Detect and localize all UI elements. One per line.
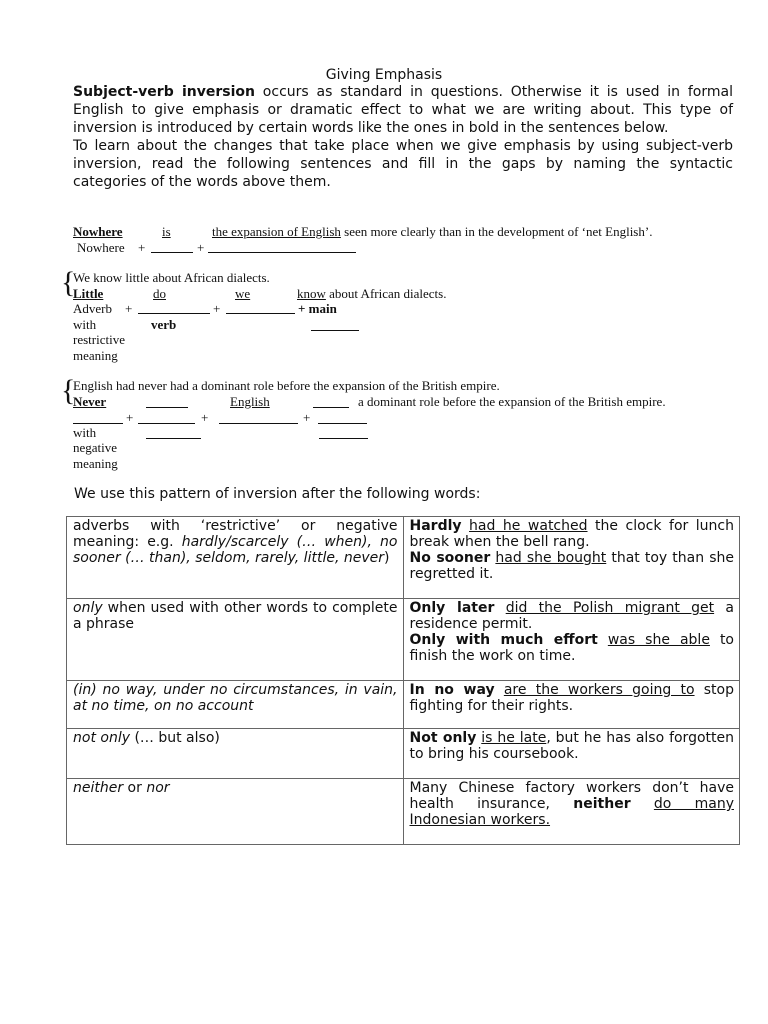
inverted-phrase: was she able (607, 632, 710, 648)
category-note-word: meaning (73, 456, 118, 471)
category-note-word: with (73, 425, 97, 440)
sentence-rest: , but he has also forgotten to bring his coursebook. (409, 730, 734, 762)
trigger-word: Not only (409, 730, 477, 746)
intro-term: Subject-verb inversion (73, 84, 255, 100)
intro-text (73, 83, 733, 191)
table-row (67, 599, 740, 681)
cell-text: (… but also) (130, 730, 220, 746)
inverted-phrase: do many Indonesian workers. (409, 796, 734, 828)
sentence-rest: the clock for lunch break when the bell rang. (409, 518, 734, 550)
inverted-phrase: had he watched (469, 518, 588, 534)
cell-text: when used with other words to complete a phrase (73, 600, 398, 632)
plus-sign: + (126, 410, 134, 425)
cell-text: adverbs with ‘restrictive’ or negative meaning: e.g. (73, 518, 398, 550)
cell-text-italic: not only (73, 730, 130, 746)
table-cell-trigger (67, 599, 404, 681)
example-3-word-3: English (230, 394, 270, 409)
example-2-word-4: know (297, 286, 326, 301)
inverted-phrase: are the workers going to (503, 682, 695, 698)
example-sentence (410, 632, 735, 664)
table-cell-trigger (67, 517, 404, 599)
blank-line[interactable] (318, 423, 367, 424)
trigger-word: Only later (409, 600, 495, 616)
blank-line[interactable] (138, 423, 195, 424)
blank-line[interactable] (219, 423, 298, 424)
example-2-sentence-end (297, 286, 446, 301)
table-cell-trigger (67, 729, 404, 779)
sentence-rest: Many Chinese factory workers don’t have health insurance, (409, 780, 734, 812)
intro-paragraph-1-text: occurs as standard in questions. Otherwise it is used in formal English to give emphasis or dramatic effect to what we are writing about. This type of inversion is introduced by certain words like the ones in bold in the sentences below. (73, 84, 733, 136)
table-cell-example (403, 517, 740, 599)
blank-line[interactable] (226, 313, 295, 314)
plus-sign: + (197, 240, 205, 255)
example-1-rest: seen more clearly than in the development of ‘net English’. (340, 224, 653, 239)
example-2-category-1: Adverb (73, 301, 112, 316)
category-note-word: negative (73, 440, 118, 455)
category-note-word: with (73, 317, 97, 332)
example-sentence (410, 550, 735, 582)
table-cell-example (403, 681, 740, 729)
example-sentence (410, 600, 735, 632)
blank-line[interactable] (146, 438, 201, 439)
plus-sign: + (125, 301, 133, 316)
blank-line[interactable] (73, 423, 123, 424)
example-2-word-1: Little (73, 286, 104, 301)
example-2-main: + main (298, 301, 337, 316)
category-note-word: meaning (73, 348, 118, 363)
example-3-word-1: Never (73, 394, 107, 409)
table-row (67, 681, 740, 729)
blank-line[interactable] (208, 252, 356, 253)
inverted-phrase: did the Polish migrant get (505, 600, 715, 616)
example-1-category-1: Nowhere (77, 240, 125, 255)
brace-icon: { (61, 374, 76, 407)
table-cell-trigger (67, 779, 404, 845)
inverted-phrase: had she bought (495, 550, 607, 566)
example-sentence (410, 682, 735, 714)
sentence-rest: stop fighting for their rights. (409, 682, 734, 714)
trigger-word: neither (573, 796, 631, 812)
cell-text-italic: only (73, 600, 103, 616)
example-3-rest: a dominant role before the expansion of the British empire. (358, 394, 666, 409)
example-sentence (410, 780, 735, 828)
example-1-word-1: Nowhere (73, 224, 123, 239)
blank-line[interactable] (146, 407, 188, 408)
trigger-word: No sooner (409, 550, 491, 566)
cell-text: or (123, 780, 147, 796)
example-2-verb: verb (151, 317, 177, 332)
blank-line[interactable] (313, 407, 349, 408)
example-sentence (410, 730, 735, 762)
blank-line[interactable] (319, 438, 368, 439)
plus-sign: + (303, 410, 311, 425)
category-note-word: restrictive (73, 332, 125, 347)
plus-sign: + (213, 301, 221, 316)
sentence-rest: to finish the work on time. (409, 632, 734, 664)
cell-text-italic: neither (73, 780, 124, 796)
example-sentence (410, 518, 735, 550)
intro-paragraph-2: To learn about the changes that take place when we give emphasis by using subject-verb inversion, read the following sentences and fill in the gaps by naming the syntactic categories of the words above them. (73, 138, 733, 190)
table-cell-example (403, 599, 740, 681)
example-2-word-3: we (235, 286, 251, 301)
table-cell-example (403, 779, 740, 845)
table-cell-trigger (67, 681, 404, 729)
table-row (67, 779, 740, 845)
example-1-word-3: the expansion of English (212, 224, 341, 239)
trigger-word: In no way (409, 682, 495, 698)
sentence-rest: that toy than she regretted it. (409, 550, 734, 582)
table-row (67, 729, 740, 779)
cell-text-italic: nor (146, 780, 170, 796)
pattern-intro: We use this pattern of inversion after the following words: (74, 486, 481, 502)
example-2-original: We know little about African dialects. (73, 270, 270, 285)
example-1-sentence (212, 224, 652, 239)
plus-sign: + (138, 240, 146, 255)
example-2-rest: about African dialects. (329, 286, 447, 301)
page-title: Giving Emphasis (325, 67, 443, 83)
cell-text: ) (384, 550, 390, 566)
example-2-word-2: do (153, 286, 166, 301)
table-cell-example (403, 729, 740, 779)
example-1-word-2: is (162, 224, 171, 239)
blank-line[interactable] (311, 330, 359, 331)
blank-line[interactable] (138, 313, 210, 314)
inverted-phrase: is he late (481, 730, 547, 746)
cell-text-italic: hardly/scarcely (… when), no sooner (… than), seldom, rarely, little, never (73, 534, 398, 566)
trigger-word: Hardly (409, 518, 462, 534)
blank-line[interactable] (151, 252, 193, 253)
example-3-original: English had never had a dominant role before the expansion of the British empire. (73, 378, 500, 393)
inversion-table (66, 516, 740, 845)
sentence-rest: a residence permit. (409, 600, 735, 632)
brace-icon: { (61, 266, 76, 299)
trigger-word: Only with much effort (409, 632, 598, 648)
cell-text-italic: (in) no way, under no circumstances, in vain, at no time, on no account (73, 682, 398, 714)
plus-sign: + (201, 410, 209, 425)
table-row (67, 517, 740, 599)
intro-paragraph-1 (73, 83, 733, 137)
